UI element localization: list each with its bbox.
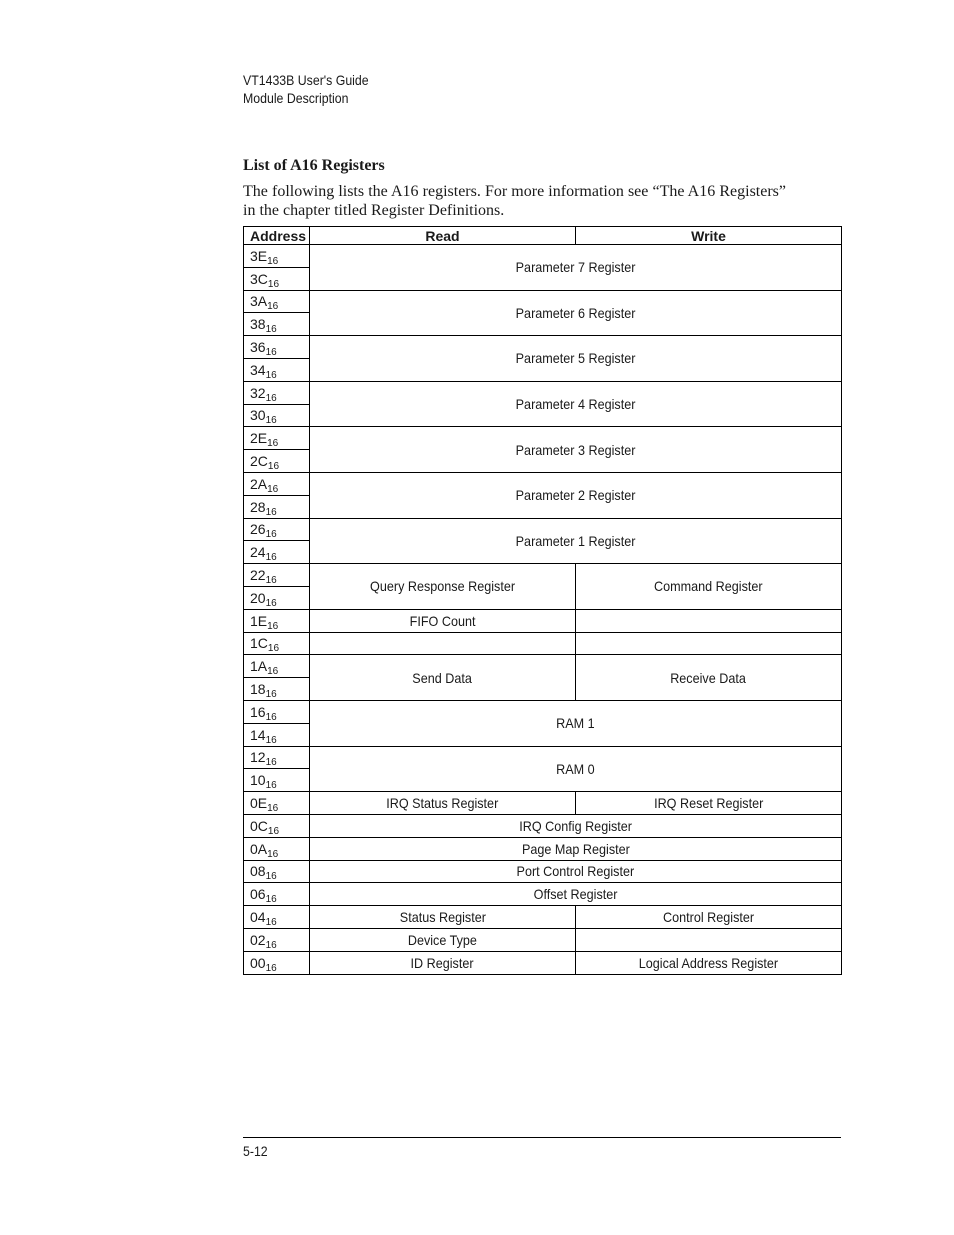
read-cell: [310, 632, 576, 655]
read-cell: [310, 928, 576, 951]
read-write-cell: [310, 427, 842, 473]
address-value: 08: [250, 863, 266, 880]
address-value: 3C: [250, 270, 268, 287]
address-value: 02: [250, 931, 266, 948]
table-row: [244, 564, 842, 587]
address-cell: [244, 518, 310, 541]
write-column-header: Write: [576, 227, 842, 245]
table-row: [244, 632, 842, 655]
register-name: Parameter 4 Register: [515, 396, 636, 413]
intro-paragraph: The following lists the A16 registers. For more information see “The A16 Registers” in the chapter titled Register Definitions.: [243, 183, 786, 219]
read-write-cell: [310, 860, 842, 883]
address-cell: [244, 450, 310, 473]
hex-radix-subscript: 16: [265, 939, 277, 951]
address-value: 32: [250, 384, 266, 401]
address-value: 36: [250, 339, 266, 356]
address-cell: [244, 837, 310, 860]
hex-radix-subscript: 16: [267, 461, 280, 473]
address-value: 1C: [250, 635, 268, 652]
read-write-cell: [310, 518, 842, 564]
address-column-header: Address: [244, 227, 310, 245]
address-value: 20: [250, 589, 266, 606]
read-write-cell: [310, 245, 842, 291]
table-row: [244, 427, 842, 450]
hex-radix-subscript: 16: [265, 734, 277, 746]
table-row: [244, 814, 842, 837]
footer-rule: [243, 1137, 841, 1138]
register-name: RAM 1: [556, 715, 595, 732]
hex-radix-subscript: 16: [267, 483, 279, 495]
register-name: Parameter 6 Register: [515, 304, 636, 321]
register-name: Parameter 7 Register: [515, 259, 636, 276]
read-register-name: Device Type: [407, 931, 478, 948]
table-row: [244, 245, 842, 268]
address-cell: [244, 883, 310, 906]
read-write-cell: [310, 837, 842, 860]
address-cell: [244, 860, 310, 883]
address-cell: [244, 746, 310, 769]
address-cell: [244, 564, 310, 587]
table-row: [244, 518, 842, 541]
read-cell: [310, 792, 576, 815]
address-cell: [244, 700, 310, 723]
address-value: 06: [250, 886, 266, 903]
table-row: [244, 700, 842, 723]
hex-radix-subscript: 16: [265, 711, 277, 723]
hex-radix-subscript: 16: [265, 552, 277, 564]
write-cell: [576, 928, 842, 951]
address-value: 26: [250, 521, 266, 538]
read-write-cell: [310, 814, 842, 837]
address-cell: [244, 814, 310, 837]
hex-radix-subscript: 16: [265, 392, 277, 404]
write-cell: [576, 609, 842, 632]
address-cell: [244, 792, 310, 815]
address-cell: [244, 267, 310, 290]
table-row: [244, 381, 842, 404]
register-name: Port Control Register: [516, 863, 635, 880]
hex-radix-subscript: 16: [265, 529, 277, 541]
read-cell: [310, 655, 576, 701]
address-cell: [244, 951, 310, 974]
read-register-name: Send Data: [412, 669, 473, 686]
table-row: [244, 860, 842, 883]
hex-radix-subscript: 16: [265, 575, 277, 587]
address-value: 38: [250, 316, 266, 333]
address-value: 2A: [250, 475, 268, 492]
address-value: 1A: [250, 658, 268, 675]
read-column-header: Read: [310, 227, 576, 245]
address-value: 28: [250, 498, 266, 515]
hex-radix-subscript: 16: [265, 597, 277, 609]
read-write-cell: [310, 472, 842, 518]
address-cell: [244, 404, 310, 427]
address-cell: [244, 928, 310, 951]
address-value: 30: [250, 407, 266, 424]
read-write-cell: [310, 336, 842, 382]
hex-radix-subscript: 16: [267, 666, 279, 678]
hex-radix-subscript: 16: [265, 324, 277, 336]
table-header-row: [244, 227, 842, 245]
hex-radix-subscript: 16: [265, 871, 277, 883]
read-cell: [310, 564, 576, 610]
address-value: 0C: [250, 817, 268, 834]
table-row: [244, 883, 842, 906]
address-cell: [244, 472, 310, 495]
hex-radix-subscript: 16: [265, 780, 277, 792]
write-cell: [576, 951, 842, 974]
hex-radix-subscript: 16: [265, 917, 277, 928]
read-cell: [310, 951, 576, 974]
hex-radix-subscript: 16: [267, 848, 279, 860]
write-cell: [576, 655, 842, 701]
read-register-name: Status Register: [399, 909, 486, 925]
address-cell: [244, 632, 310, 655]
table-row: [244, 609, 842, 632]
read-register-name: ID Register: [410, 954, 475, 971]
hex-radix-subscript: 16: [265, 506, 277, 518]
address-value: 1E: [250, 612, 268, 629]
table-row: [244, 336, 842, 359]
hex-radix-subscript: 16: [267, 825, 280, 837]
address-cell: [244, 358, 310, 381]
address-value: 0E: [250, 795, 268, 812]
address-cell: [244, 381, 310, 404]
write-register-name: Logical Address Register: [638, 954, 779, 971]
register-table-body: [244, 245, 842, 975]
address-value: 0A: [250, 840, 268, 857]
write-cell: [576, 632, 842, 655]
address-cell: [244, 906, 310, 929]
address-cell: [244, 541, 310, 564]
write-register-name: Control Register: [662, 909, 755, 925]
table-row: [244, 792, 842, 815]
read-register-name: IRQ Status Register: [386, 795, 499, 812]
table-row: [244, 290, 842, 313]
table-row: [244, 928, 842, 951]
hex-radix-subscript: 16: [265, 369, 277, 381]
running-header-section: Module Description: [243, 90, 349, 106]
hex-radix-subscript: 16: [267, 255, 279, 267]
table-row: [244, 837, 842, 860]
address-cell: [244, 427, 310, 450]
address-cell: [244, 245, 310, 268]
read-write-cell: [310, 381, 842, 427]
table-row: [244, 746, 842, 769]
address-value: 14: [250, 726, 266, 743]
a16-register-table: [243, 226, 842, 975]
address-value: 18: [250, 681, 266, 698]
hex-radix-subscript: 16: [265, 689, 277, 701]
address-value: 3A: [250, 293, 268, 310]
table-row: [244, 951, 842, 974]
hex-radix-subscript: 16: [265, 415, 277, 427]
address-value: 2C: [250, 453, 268, 470]
hex-radix-subscript: 16: [265, 757, 277, 769]
write-register-name: Receive Data: [670, 669, 747, 686]
address-cell: [244, 723, 310, 746]
register-name: Parameter 1 Register: [515, 532, 636, 549]
write-cell: [576, 564, 842, 610]
address-value: 3E: [250, 247, 268, 264]
hex-radix-subscript: 16: [267, 438, 279, 450]
section-heading: List of A16 Registers: [243, 157, 385, 174]
register-name: Parameter 3 Register: [515, 441, 636, 458]
table-row: [244, 472, 842, 495]
read-register-name: Query Response Register: [370, 578, 515, 595]
read-register-name: FIFO Count: [409, 612, 476, 629]
read-write-cell: [310, 700, 842, 746]
write-cell: [576, 906, 842, 929]
address-cell: [244, 495, 310, 518]
write-cell: [576, 792, 842, 815]
hex-radix-subscript: 16: [265, 894, 277, 906]
address-value: 04: [250, 909, 266, 925]
address-value: 2E: [250, 430, 268, 447]
register-name: Offset Register: [533, 886, 618, 903]
address-cell: [244, 769, 310, 792]
address-value: 22: [250, 567, 266, 584]
address-value: 16: [250, 703, 266, 720]
running-header-title: VT1433B User's Guide: [243, 72, 369, 88]
write-register-name: Command Register: [654, 578, 763, 595]
address-value: 34: [250, 361, 266, 378]
address-cell: [244, 655, 310, 678]
address-value: 24: [250, 544, 266, 561]
table-row: [244, 906, 842, 929]
read-write-cell: [310, 746, 842, 792]
read-cell: [310, 609, 576, 632]
hex-radix-subscript: 16: [267, 620, 279, 632]
address-cell: [244, 313, 310, 336]
hex-radix-subscript: 16: [267, 643, 280, 655]
hex-radix-subscript: 16: [267, 803, 279, 815]
hex-radix-subscript: 16: [265, 347, 277, 359]
address-cell: [244, 678, 310, 701]
register-name: Parameter 2 Register: [515, 487, 636, 504]
register-name: Page Map Register: [521, 840, 630, 857]
hex-radix-subscript: 16: [267, 301, 279, 313]
address-cell: [244, 336, 310, 359]
address-value: 10: [250, 772, 266, 789]
address-value: 00: [250, 954, 266, 971]
table-row: [244, 655, 842, 678]
hex-radix-subscript: 16: [265, 962, 277, 974]
register-name: IRQ Config Register: [519, 817, 632, 834]
register-name: RAM 0: [556, 760, 595, 777]
address-cell: [244, 586, 310, 609]
read-write-cell: [310, 883, 842, 906]
address-cell: [244, 609, 310, 632]
write-register-name: IRQ Reset Register: [653, 795, 764, 812]
page-number: 5-12: [243, 1143, 268, 1159]
address-cell: [244, 290, 310, 313]
hex-radix-subscript: 16: [267, 278, 280, 290]
read-cell: [310, 906, 576, 929]
address-value: 12: [250, 749, 266, 766]
register-name: Parameter 5 Register: [515, 350, 636, 367]
read-write-cell: [310, 290, 842, 336]
